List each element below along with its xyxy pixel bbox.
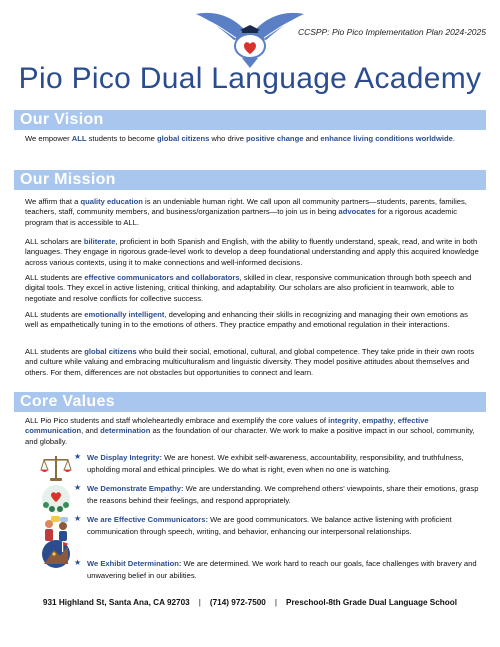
hands-heart-icon	[40, 483, 72, 515]
footer-tagline: Preschool-8th Grade Dual Language School	[286, 598, 458, 607]
mission-paragraph-1: We affirm that a quality education is an undeniable human right. We call upon all community partners—students, parents, families, teachers, staff, community members, and business/organization partners—to join us in being advocates for a rigorous academic program that is accessible to ALL.	[25, 197, 467, 227]
star-bullet-icon: ★	[74, 483, 82, 492]
plan-label: CCSPP: Pio Pico Implementation Plan 2024-2025	[297, 27, 486, 37]
scales-of-justice-icon	[40, 452, 72, 484]
climbing-flag-icon	[40, 538, 72, 570]
star-bullet-icon: ★	[74, 452, 82, 461]
mission-paragraph-4: ALL students are emotionally intelligent, developing and enhancing their skills in recognizing and managing their own emotions as well as empathetically tuning in to the emotions of others. They practice empathy and emotional regulation in their interactions.	[25, 310, 468, 330]
page-footer	[0, 598, 500, 607]
mission-paragraph-3: ALL students are effective communicators and collaborators, skilled in clear, responsive communication through both speech and digital tools. They excel in active listening, critical thinking, and adaptability. Our scholars are also proficient in teamwork, able to negotiate and resolve conflicts for collective success.	[25, 273, 472, 303]
value-determination	[40, 558, 480, 598]
vision-heading: Our Vision	[14, 110, 486, 130]
footer-separator: |	[198, 598, 201, 607]
star-bullet-icon: ★	[74, 558, 82, 567]
footer-separator: |	[274, 598, 278, 607]
mission-heading: Our Mission	[14, 170, 486, 190]
mission-paragraph-2: ALL scholars are biliterate, proficient in both Spanish and English, with the ability to fluently understand, speak, read, and write in both languages. They engage in rigorous grade-level work to develop a deep foundational understanding and apply this acquired knowledge across various contexts, using it to make connections and well-informed decisions.	[25, 237, 479, 267]
mission-paragraph-5: ALL students are global citizens who build their social, emotional, cultural, and global competence. They take pride in their own roots and culture while valuing and embracing multiculturalism and linguistic diversity. They model positive attitudes about themselves and others. For them, differences are not obstacles but opportunities to connect and learn.	[25, 347, 475, 377]
page-header	[0, 0, 500, 100]
value-communication	[40, 514, 480, 554]
value-text: We Demonstrate Empathy: We are understanding. We comprehend others' viewpoints, share their emotions, grasp the reasons behind their feelings, and respond appropriately.	[87, 484, 479, 506]
core-values-intro: ALL Pio Pico students and staff wholeheartedly embrace and exemplify the core values of integrity, empathy, effective communication, and determination as the foundation of our character. We work to make a positive impact in our school, community, and globally.	[25, 416, 475, 446]
footer-address: 931 Highland St, Santa Ana, CA 92703	[42, 598, 190, 607]
footer-phone: (714) 972-7500	[209, 598, 266, 607]
dove-logo-icon	[190, 6, 310, 70]
vision-paragraph: We empower ALL students to become global citizens who drive positive change and enhance living conditions worldwide.	[25, 134, 455, 143]
page-title: Pio Pico Dual Language Academy	[18, 62, 482, 95]
core-values-heading: Core Values	[14, 392, 486, 412]
value-text: We are Effective Communicators: We are good communicators. We balance active listening with proficient communication through speech, writing, and behavior, enhancing our interpersonal relationships.	[87, 515, 452, 537]
star-bullet-icon: ★	[74, 514, 82, 523]
value-text: We Exhibit Determination: We are determined. We work hard to reach our goals, face challenges with bravery and unwavering belief in our abilities.	[87, 559, 477, 581]
value-text: We Display Integrity: We are honest. We exhibit self-awareness, accountability, responsibility, and truthfulness, upholding moral and ethical principles. We do what is right, even when no one is watching.	[87, 453, 464, 475]
